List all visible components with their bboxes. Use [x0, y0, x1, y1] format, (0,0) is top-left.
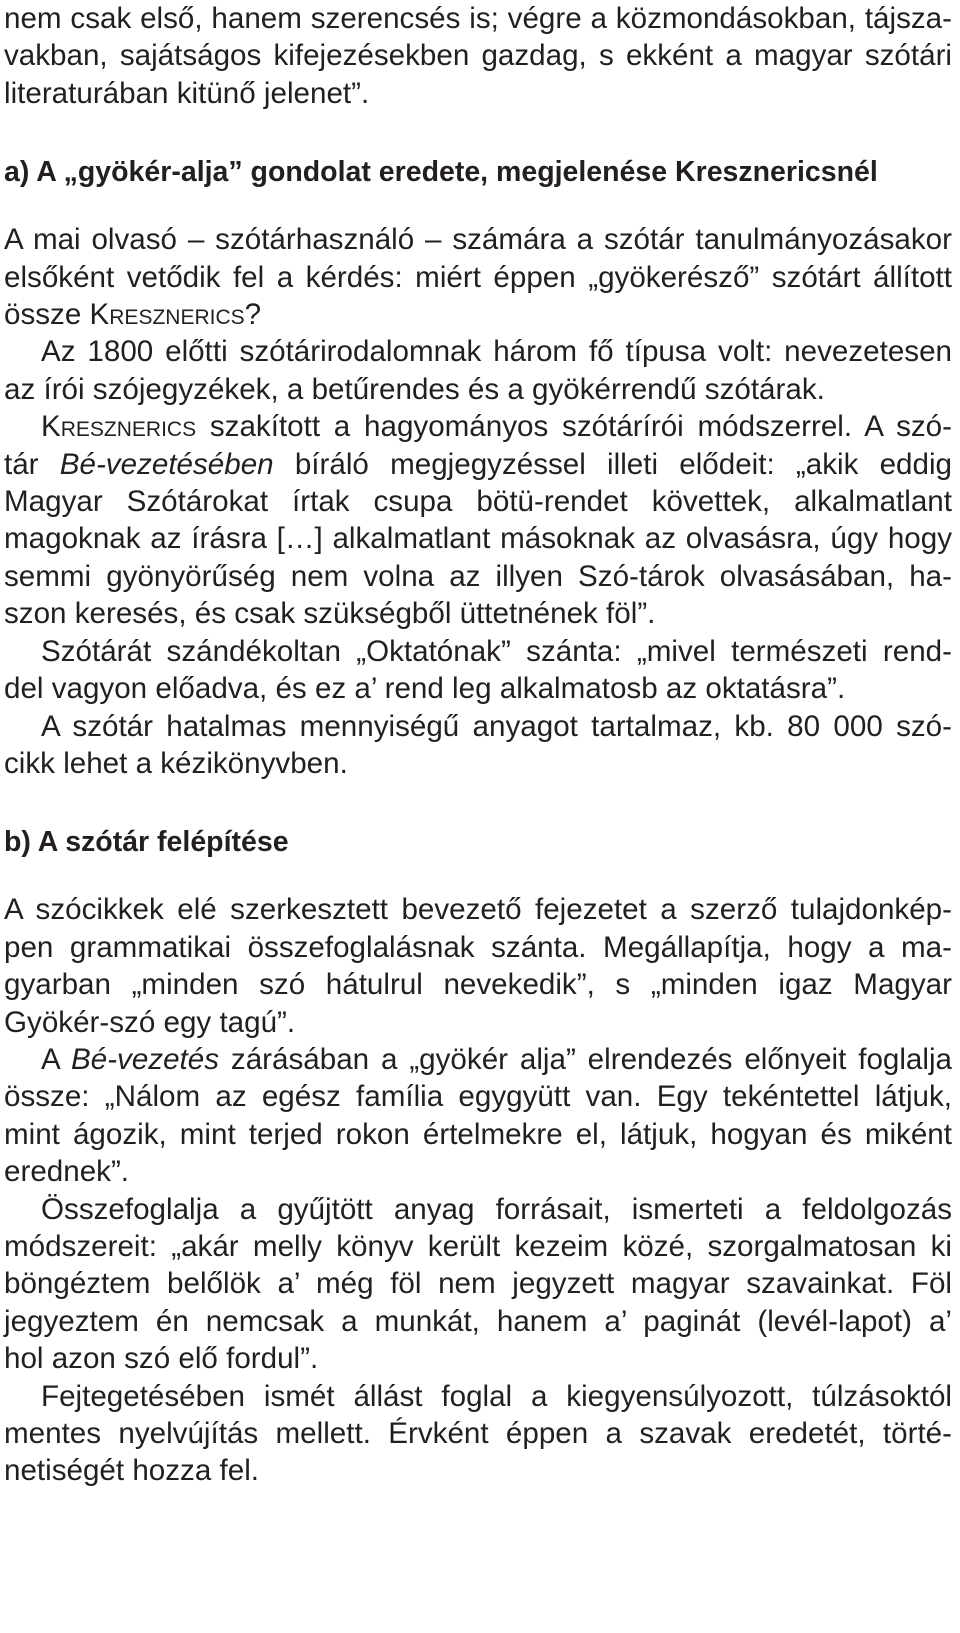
- text-line: Magyar Szótárokat írtak csupa bötü-rendet követtek, alkalmatlant: [4, 485, 952, 519]
- text-line: Gyökér-szó egy tagú”.: [4, 1005, 296, 1039]
- text-span: ?: [244, 298, 262, 332]
- text-line: jegyeztem én nemcsak a munkát, hanem a’ paginát (levél-lapot) a’: [4, 1304, 952, 1338]
- author-name: Kresznerics: [89, 298, 245, 332]
- text-line: A szótár hatalmas mennyiségű anyagot tartalmaz, kb. 80 000 szó-: [41, 709, 952, 743]
- text-line: vakban, sajátságos kifejezésekben gazdag, s ekként a magyar szótári: [4, 39, 952, 73]
- author-name: Kresznerics: [41, 410, 197, 444]
- italic-title: Bé-vezetés: [70, 1042, 220, 1076]
- text-span: tár: [4, 447, 60, 481]
- section-heading-a: a) A „gyökér-alja” gondolat eredete, megjelenése Kresznericsnél: [4, 156, 878, 189]
- text-line: szon keresés, és csak szükségből üttetnének föl”.: [4, 597, 656, 631]
- text-line: elsőként vetődik fel a kérdés: miért éppen „gyökerésző” szótárt állított: [4, 260, 952, 294]
- text-line: Az 1800 előtti szótárirodalomnak három fő típusa volt: nevezetesen: [41, 335, 952, 369]
- text-line: Fejtegetésében ismét állást foglal a kiegyensúlyozott, túlzásoktól: [41, 1379, 952, 1413]
- text-line: literaturában kitünő jelenet”.: [4, 76, 370, 110]
- text-span: A: [41, 1042, 71, 1076]
- text-line: erednek”.: [4, 1155, 130, 1189]
- text-line: mint ágozik, mint terjed rokon értelmekre el, látjuk, hogyan és miként: [4, 1117, 952, 1151]
- text-line: Szótárát szándékoltan „Oktatónak” szánta: „mivel természeti rend-: [41, 634, 952, 668]
- text-line: böngéztem belőlök a’ még föl nem jegyzett magyar szavainkat. Föl: [4, 1267, 952, 1301]
- text-line: A szócikkek elé szerkesztett bevezető fejezetet a szerző tulajdonkép-: [4, 893, 952, 927]
- text-line: [4, 446, 952, 483]
- italic-title: Bé-vezetésében: [59, 447, 274, 481]
- text-line: az írói szójegyzékek, a betűrendes és a gyökérrendű szótárak.: [4, 372, 825, 406]
- text-span: bíráló megjegyzéssel illeti elődeit: „akik eddig: [273, 447, 952, 481]
- document-page: [4, 0, 952, 1490]
- text-line: Összefoglalja a gyűjtött anyag forrásait, ismerteti a feldolgozás: [41, 1192, 952, 1226]
- text-line: [4, 408, 952, 445]
- text-line: cikk lehet a kézikönyvben.: [4, 746, 348, 780]
- text-line: nem csak első, hanem szerencsés is; végre a közmondásokban, tájsza-: [4, 2, 952, 35]
- text-line: hol azon szó elő fordul”.: [4, 1342, 319, 1376]
- text-line: gyarban „minden szó hátulrul nevekedik”, s „minden igaz Magyar: [4, 968, 952, 1002]
- text-line: magoknak az írásra […] alkalmatlant másoknak az olvasásra, úgy hogy: [4, 522, 952, 556]
- text-span: szakított a hagyományos szótárírói módszerrel. A szó-: [196, 410, 952, 444]
- text-line: össze: „Nálom az egész família egygyütt van. Egy tekéntettel látjuk,: [4, 1080, 952, 1114]
- text-line: [4, 1041, 952, 1078]
- text-line: pen grammatikai összefoglalásnak szánta. Megállapítja, hogy a ma-: [4, 930, 952, 964]
- text-line: mentes nyelvújítás mellett. Érvként éppen a szavak eredetét, törté-: [4, 1417, 952, 1450]
- text-span: zárásában a „gyökér alja” elrendezés előnyeit foglalja: [219, 1042, 952, 1076]
- text-line: netiségét hozza fel.: [4, 1454, 260, 1488]
- text-line: módszereit: „akár melly könyv került kezeim közé, szorgalmatosan ki: [4, 1229, 952, 1263]
- text-line: A mai olvasó – szótárhasználó – számára a szótár tanulmányozásakor: [4, 223, 952, 257]
- text-line: semmi gyönyörűség nem volna az illyen Szó-tárok olvasásában, ha-: [4, 559, 952, 593]
- text-line: [4, 296, 952, 333]
- text-span: össze: [4, 298, 90, 332]
- section-heading-b: b) A szótár felépítése: [4, 826, 289, 859]
- text-line: del vagyon előadva, és ez a’ rend leg alkalmatosb az oktatásra”.: [4, 672, 846, 706]
